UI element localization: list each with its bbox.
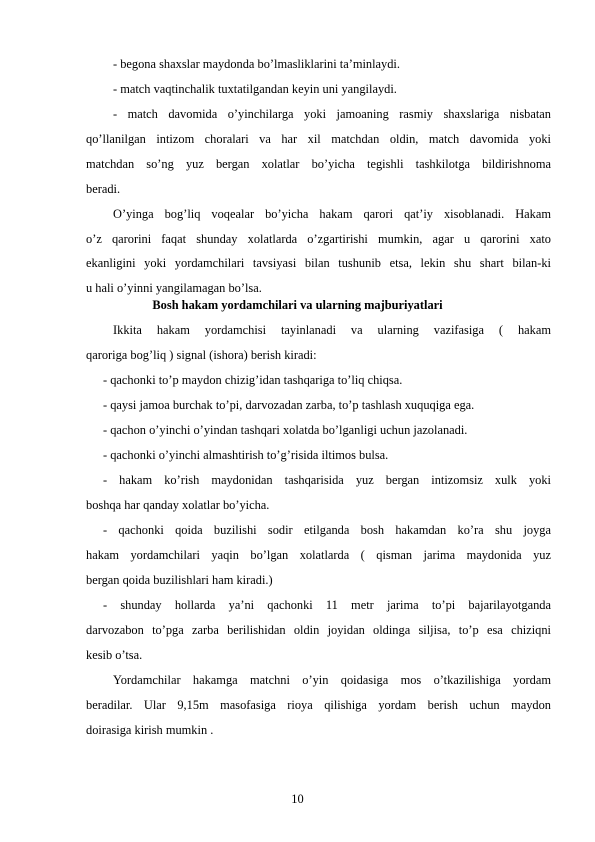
paragraph-line: Yordamchilar hakamga matchni o’yin qoidasiga mos o’tkazilishiga yordam	[113, 673, 551, 687]
paragraph-line: ekanligini yoki yordamchilari tavsiyasi bilan tushunib etsa, lekin shu shart bilan-ki	[86, 256, 551, 270]
paragraph-line: darvozabon to’pga zarba berilishidan oldin joyidan oldinga siljisa, to’p esa chiziqni	[86, 623, 551, 637]
paragraph-line: beradilar. Ular 9,15m masofasiga rioya qilishiga yordam berish uchun maydon	[86, 698, 551, 712]
paragraph-line: beradi.	[86, 182, 121, 196]
section-heading: Bosh hakam yordamchilari va ularning majburiyatlari	[152, 298, 443, 312]
paragraph-line: qaroriga bog’liq ) signal (ishora) berish kiradi:	[86, 348, 317, 362]
paragraph-line: matchdan so’ng yuz bergan xolatlar bo’yicha tegishli tashkilotga bildirishnoma	[86, 157, 551, 171]
list-item: - qachonki qoida buzilishi sodir etilganda bosh hakamdan ko’ra shu joyga	[103, 523, 551, 537]
paragraph-line: - match vaqtinchalik tuxtatilgandan keyin uni yangilaydi.	[113, 82, 397, 96]
paragraph-line: u hali o’yinni yangilamagan bo’lsa.	[86, 281, 262, 295]
paragraph-line: O’yinga bog’liq voqealar bo’yicha hakam qarori qat’iy xisoblanadi. Hakam	[113, 207, 551, 221]
paragraph-line: bergan qoida buzilishlari ham kiradi.)	[86, 573, 273, 587]
list-item: - qaysi jamoa burchak to’pi, darvozadan zarba, to’p tashlash xuquqiga ega.	[103, 398, 475, 412]
list-item: - qachonki o’yinchi almashtirish to’g’risida iltimos bulsa.	[103, 448, 389, 462]
page-number: 10	[291, 792, 304, 806]
list-item: - qachon o’yinchi o’yindan tashqari xolatda bo’lganligi uchun jazolanadi.	[103, 423, 468, 437]
paragraph-line: - match davomida o’yinchilarga yoki jamoaning rasmiy shaxslariga nisbatan	[113, 107, 551, 121]
paragraph-line: Ikkita hakam yordamchisi tayinlanadi va ularning vazifasiga ( hakam	[113, 323, 551, 337]
paragraph-line: o’z qarorini faqat shunday xolatlarda o’zgartirishi mumkin, agar u qarorini xato	[86, 232, 551, 246]
paragraph-line: doirasiga kirish mumkin .	[86, 723, 214, 737]
list-item: - qachonki to’p maydon chizig’idan tashqariga to’liq chiqsa.	[103, 373, 403, 387]
paragraph-line: kesib o’tsa.	[86, 648, 143, 662]
paragraph-line: hakam yordamchilari yaqin bo’lgan xolatlarda ( qisman jarima maydonida yuz	[86, 548, 551, 562]
paragraph-line: qo’llanilgan intizom choralari va har xil matchdan oldin, match davomida yoki	[86, 132, 551, 146]
list-item: - shunday hollarda ya’ni qachonki 11 metr jarima to’pi bajarilayotganda	[103, 598, 551, 612]
paragraph-line: boshqa har qanday xolatlar bo’yicha.	[86, 498, 270, 512]
paragraph-line: - begona shaxslar maydonda bo’lmasliklarini ta’minlaydi.	[113, 57, 400, 71]
list-item: - hakam ko’rish maydonidan tashqarisida yuz bergan intizomsiz xulk yoki	[103, 473, 551, 487]
